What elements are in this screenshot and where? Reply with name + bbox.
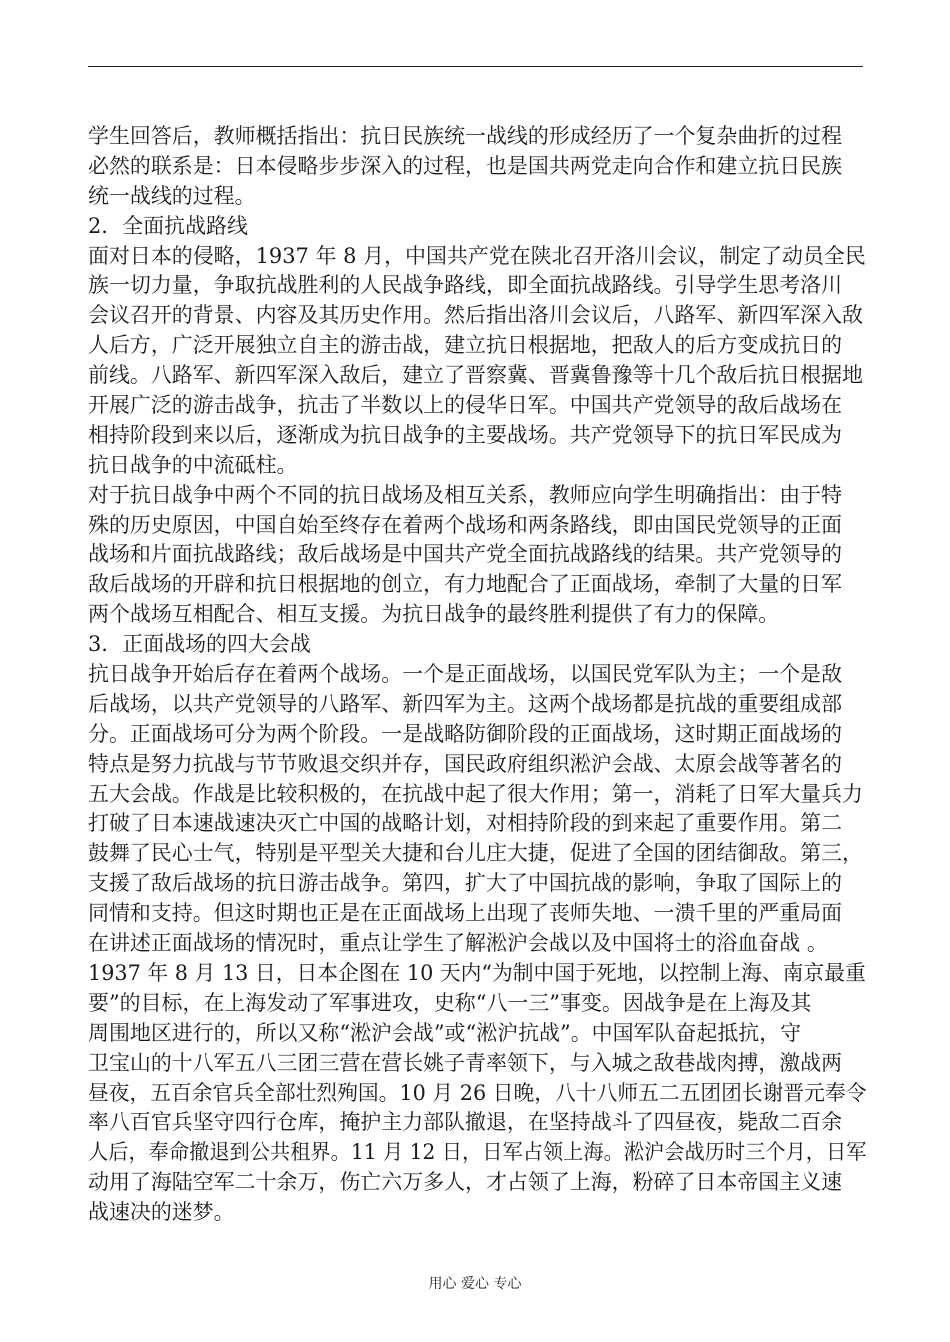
text-line: 鼓舞了民心士气，特别是平型关大捷和台儿庄大捷，促进了全国的团结御敌。第三， xyxy=(88,841,864,866)
text-line: 对于抗日战争中两个不同的抗日战场及相互关系，教师应向学生明确指出：由于特 xyxy=(88,482,843,507)
text-line: 殊的历史原因，中国自始至终存在着两个战场和两条路线，即由国民党领导的正面 xyxy=(88,512,843,537)
text-line: 两个战场互相配合、相互支援。为抗日战争的最终胜利提供了有力的保障。 xyxy=(88,602,780,627)
text-line: 2．全面抗战路线 xyxy=(88,213,248,238)
text-line: 抗日战争开始后存在着两个战场。一个是正面战场，以国民党军队为主；一个是敌 xyxy=(88,662,843,687)
text-line: 动用了海陆空军二十余万，伤亡六万多人，才占领了上海，粉碎了日本帝国主义速 xyxy=(88,1170,843,1195)
text-line: 必然的联系是：日本侵略步步深入的过程，也是国共两党走向合作和建立抗日民族 xyxy=(88,153,843,178)
text-line: 抗日战争的中流砥柱。 xyxy=(88,452,298,477)
text-line: 打破了日本速战速决灭亡中国的战略计划，对相持阶段的到来起了重要作用。第二 xyxy=(88,811,843,836)
document-body xyxy=(88,122,868,1228)
text-line: 开展广泛的游击战争，抗击了半数以上的侵华日军。中国共产党领导的敌后战场在 xyxy=(88,393,843,418)
text-line: 特点是努力抗战与节节败退交织并存，国民政府组织淞沪会战、太原会战等著名的 xyxy=(88,751,843,776)
text-line: 周围地区进行的，所以又称“淞沪会战”或“淞沪抗战”。中国军队奋起抵抗，守 xyxy=(88,1020,802,1045)
text-line: 卫宝山的十八军五八三团三营在营长姚子青率领下，与入城之敌巷战肉搏，激战两 xyxy=(88,1050,843,1075)
text-line: 昼夜，五百余官兵全部壮烈殉国。10 月 26 日晚，八十八师五二五团团长谢晋元奉令 xyxy=(88,1080,867,1105)
header-rule xyxy=(88,66,863,67)
text-line: 率八百官兵坚守四行仓库，掩护主力部队撤退，在坚持战斗了四昼夜，毙敌二百余 xyxy=(88,1110,843,1135)
text-line: 人后方，广泛开展独立自主的游击战，建立抗日根据地，把敌人的后方变成抗日的 xyxy=(88,333,843,358)
text-line: 战速决的迷梦。 xyxy=(88,1200,235,1225)
text-line: 前线。八路军、新四军深入敌后，建立了晋察冀、晋冀鲁豫等十几个敌后抗日根据地 xyxy=(88,363,864,388)
page-footer: 用心 爱心 专心 xyxy=(428,1276,522,1292)
text-line: 支援了敌后战场的抗日游击战争。第四，扩大了中国抗战的影响，争取了国际上的 xyxy=(88,871,843,896)
text-line: 在讲述正面战场的情况时，重点让学生了解淞沪会战以及中国将士的浴血奋战 。 xyxy=(88,931,828,956)
text-line: 同情和支持。但这时期也正是在正面战场上出现了丧师失地、一溃千里的严重局面 xyxy=(88,901,843,926)
text-line: 1937 年 8 月 13 日，日本企图在 10 天内“为制中国于死地，以控制上海、南京最重 xyxy=(88,960,866,985)
text-line: 3．正面战场的四大会战 xyxy=(88,632,311,657)
text-line: 战场和片面抗战路线；敌后战场是中国共产党全面抗战路线的结果。共产党领导的 xyxy=(88,542,843,567)
text-line: 人后，奉命撤退到公共租界。11 月 12 日，日军占领上海。淞沪会战历时三个月，日军 xyxy=(88,1140,867,1165)
text-line: 分。正面战场可分为两个阶段。一是战略防御阶段的正面战场，这时期正面战场的 xyxy=(88,721,843,746)
text-line: 会议召开的背景、内容及其历史作用。然后指出洛川会议后，八路军、新四军深入敌 xyxy=(88,303,864,328)
text-line: 要”的目标，在上海发动了军事进攻，史称“八一三”事变。因战争是在上海及其 xyxy=(88,990,812,1015)
text-line: 相持阶段到来以后，逐渐成为抗日战争的主要战场。共产党领导下的抗日军民成为 xyxy=(88,422,843,447)
text-line: 后战场，以共产党领导的八路军、新四军为主。这两个战场都是抗战的重要组成部 xyxy=(88,691,843,716)
text-line: 敌后战场的开辟和抗日根据地的创立，有力地配合了正面战场，牵制了大量的日军 xyxy=(88,572,843,597)
text-line: 面对日本的侵略，1937 年 8 月，中国共产党在陕北召开洛川会议，制定了动员全民 xyxy=(88,243,866,268)
text-line: 学生回答后，教师概括指出：抗日民族统一战线的形成经历了一个复杂曲折的过程 xyxy=(88,124,843,148)
text-line: 族一切力量，争取抗战胜利的人民战争路线，即全面抗战路线。引导学生思考洛川 xyxy=(88,273,843,298)
text-line: 统一战线的过程。 xyxy=(88,183,256,208)
text-line: 五大会战。作战是比较积极的，在抗战中起了很大作用；第一，消耗了日军大量兵力 xyxy=(88,781,864,806)
